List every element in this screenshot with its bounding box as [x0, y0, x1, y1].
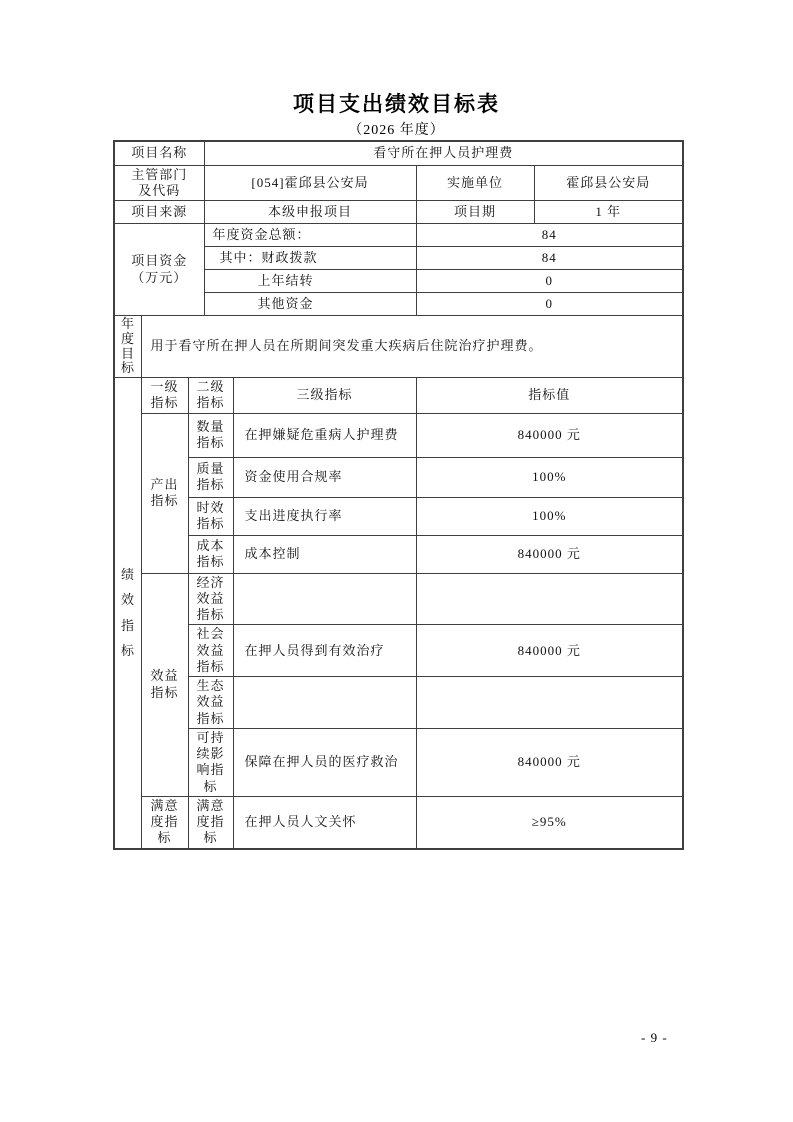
funding-row-value: 84 — [416, 247, 683, 270]
indicator-value-cell: 100% — [416, 497, 683, 535]
indicator-value-cell — [416, 677, 683, 729]
level3-cell: 在押嫌疑危重病人护理费 — [233, 413, 416, 457]
table-row — [114, 573, 683, 625]
level3-cell: 在押人员得到有效治疗 — [233, 625, 416, 677]
funding-row-label: 其他资金 — [204, 293, 416, 316]
level2-cell: 时效指标 — [188, 497, 233, 535]
indicators-section-label-cell: 绩效指标 — [114, 378, 141, 849]
funding-row-label: 上年结转 — [204, 270, 416, 293]
funding-row-label: 年度资金总额： — [204, 224, 416, 247]
table-row — [114, 796, 683, 848]
annual-goal-text-cell: 用于看守所在押人员在所期间突发重大疾病后住院治疗护理费。 — [141, 316, 683, 378]
funding-row-value: 84 — [416, 224, 683, 247]
level2-cell: 满意度指标 — [188, 796, 233, 848]
group-level1-cell: 效益指标 — [141, 573, 188, 796]
funding-row-value: 0 — [416, 270, 683, 293]
indicator-value-cell: 840000 元 — [416, 625, 683, 677]
impl-unit-label-cell: 实施单位 — [416, 165, 534, 201]
table-row — [114, 413, 683, 457]
level2-cell: 社会效益指标 — [188, 625, 233, 677]
header-value-cell: 指标值 — [416, 378, 683, 414]
page-title: 项目支出绩效目标表 — [293, 93, 500, 116]
table-row — [114, 224, 683, 247]
indicator-value-cell — [416, 573, 683, 625]
level3-cell: 资金使用合规率 — [233, 457, 416, 497]
table-row — [114, 378, 683, 414]
table-row — [114, 497, 683, 535]
header-level1-cell: 一级指标 — [141, 378, 188, 414]
header-level3-cell: 三级指标 — [233, 378, 416, 414]
dept-label-cell: 主管部门及代码 — [114, 165, 204, 201]
level3-cell: 保障在押人员的医疗救治 — [233, 728, 416, 796]
source-label-cell: 项目来源 — [114, 201, 204, 224]
level3-cell: 成本控制 — [233, 535, 416, 573]
source-value-cell: 本级申报项目 — [204, 201, 416, 224]
indicator-value-cell: 840000 元 — [416, 728, 683, 796]
annual-goal-label-cell: 年度目标 — [114, 316, 141, 378]
table-row — [114, 165, 683, 201]
period-value-cell: 1 年 — [534, 201, 683, 224]
table-row — [114, 535, 683, 573]
impl-unit-value-cell: 霍邱县公安局 — [534, 165, 683, 201]
level2-cell: 成本指标 — [188, 535, 233, 573]
level2-cell: 生态效益指标 — [188, 677, 233, 729]
indicator-value-cell: 840000 元 — [416, 535, 683, 573]
level2-cell: 数量指标 — [188, 413, 233, 457]
page-subtitle: （2026 年度） — [348, 123, 445, 138]
funding-row-label: 其中：财政拨款 — [204, 247, 416, 270]
level2-cell: 经济效益指标 — [188, 573, 233, 625]
table-row — [114, 677, 683, 729]
level3-cell: 支出进度执行率 — [233, 497, 416, 535]
indicator-value-cell: 100% — [416, 457, 683, 497]
indicator-value-cell: 840000 元 — [416, 413, 683, 457]
table-row — [114, 201, 683, 224]
group-level1-cell: 满意度指标 — [141, 796, 188, 848]
table-row — [114, 141, 683, 165]
level3-cell — [233, 677, 416, 729]
project-name-label-cell: 项目名称 — [114, 141, 204, 165]
performance-target-table — [113, 140, 684, 850]
dept-value-cell: [054]霍邱县公安局 — [204, 165, 416, 201]
header-level2-cell: 二级指标 — [188, 378, 233, 414]
indicator-value-cell: ≥95% — [416, 796, 683, 848]
funding-label-cell: 项目资金（万元） — [114, 224, 204, 316]
table-row — [114, 625, 683, 677]
level3-cell: 在押人员人文关怀 — [233, 796, 416, 848]
group-level1-cell: 产出指标 — [141, 413, 188, 573]
table-row — [114, 728, 683, 796]
table-row — [114, 457, 683, 497]
level2-cell: 可持续影响指标 — [188, 728, 233, 796]
level2-cell: 质量指标 — [188, 457, 233, 497]
project-name-value-cell: 看守所在押人员护理费 — [204, 141, 683, 165]
period-label-cell: 项目期 — [416, 201, 534, 224]
funding-row-value: 0 — [416, 293, 683, 316]
level3-cell — [233, 573, 416, 625]
page-number: - 9 - — [641, 1030, 668, 1045]
table-row — [114, 316, 683, 378]
